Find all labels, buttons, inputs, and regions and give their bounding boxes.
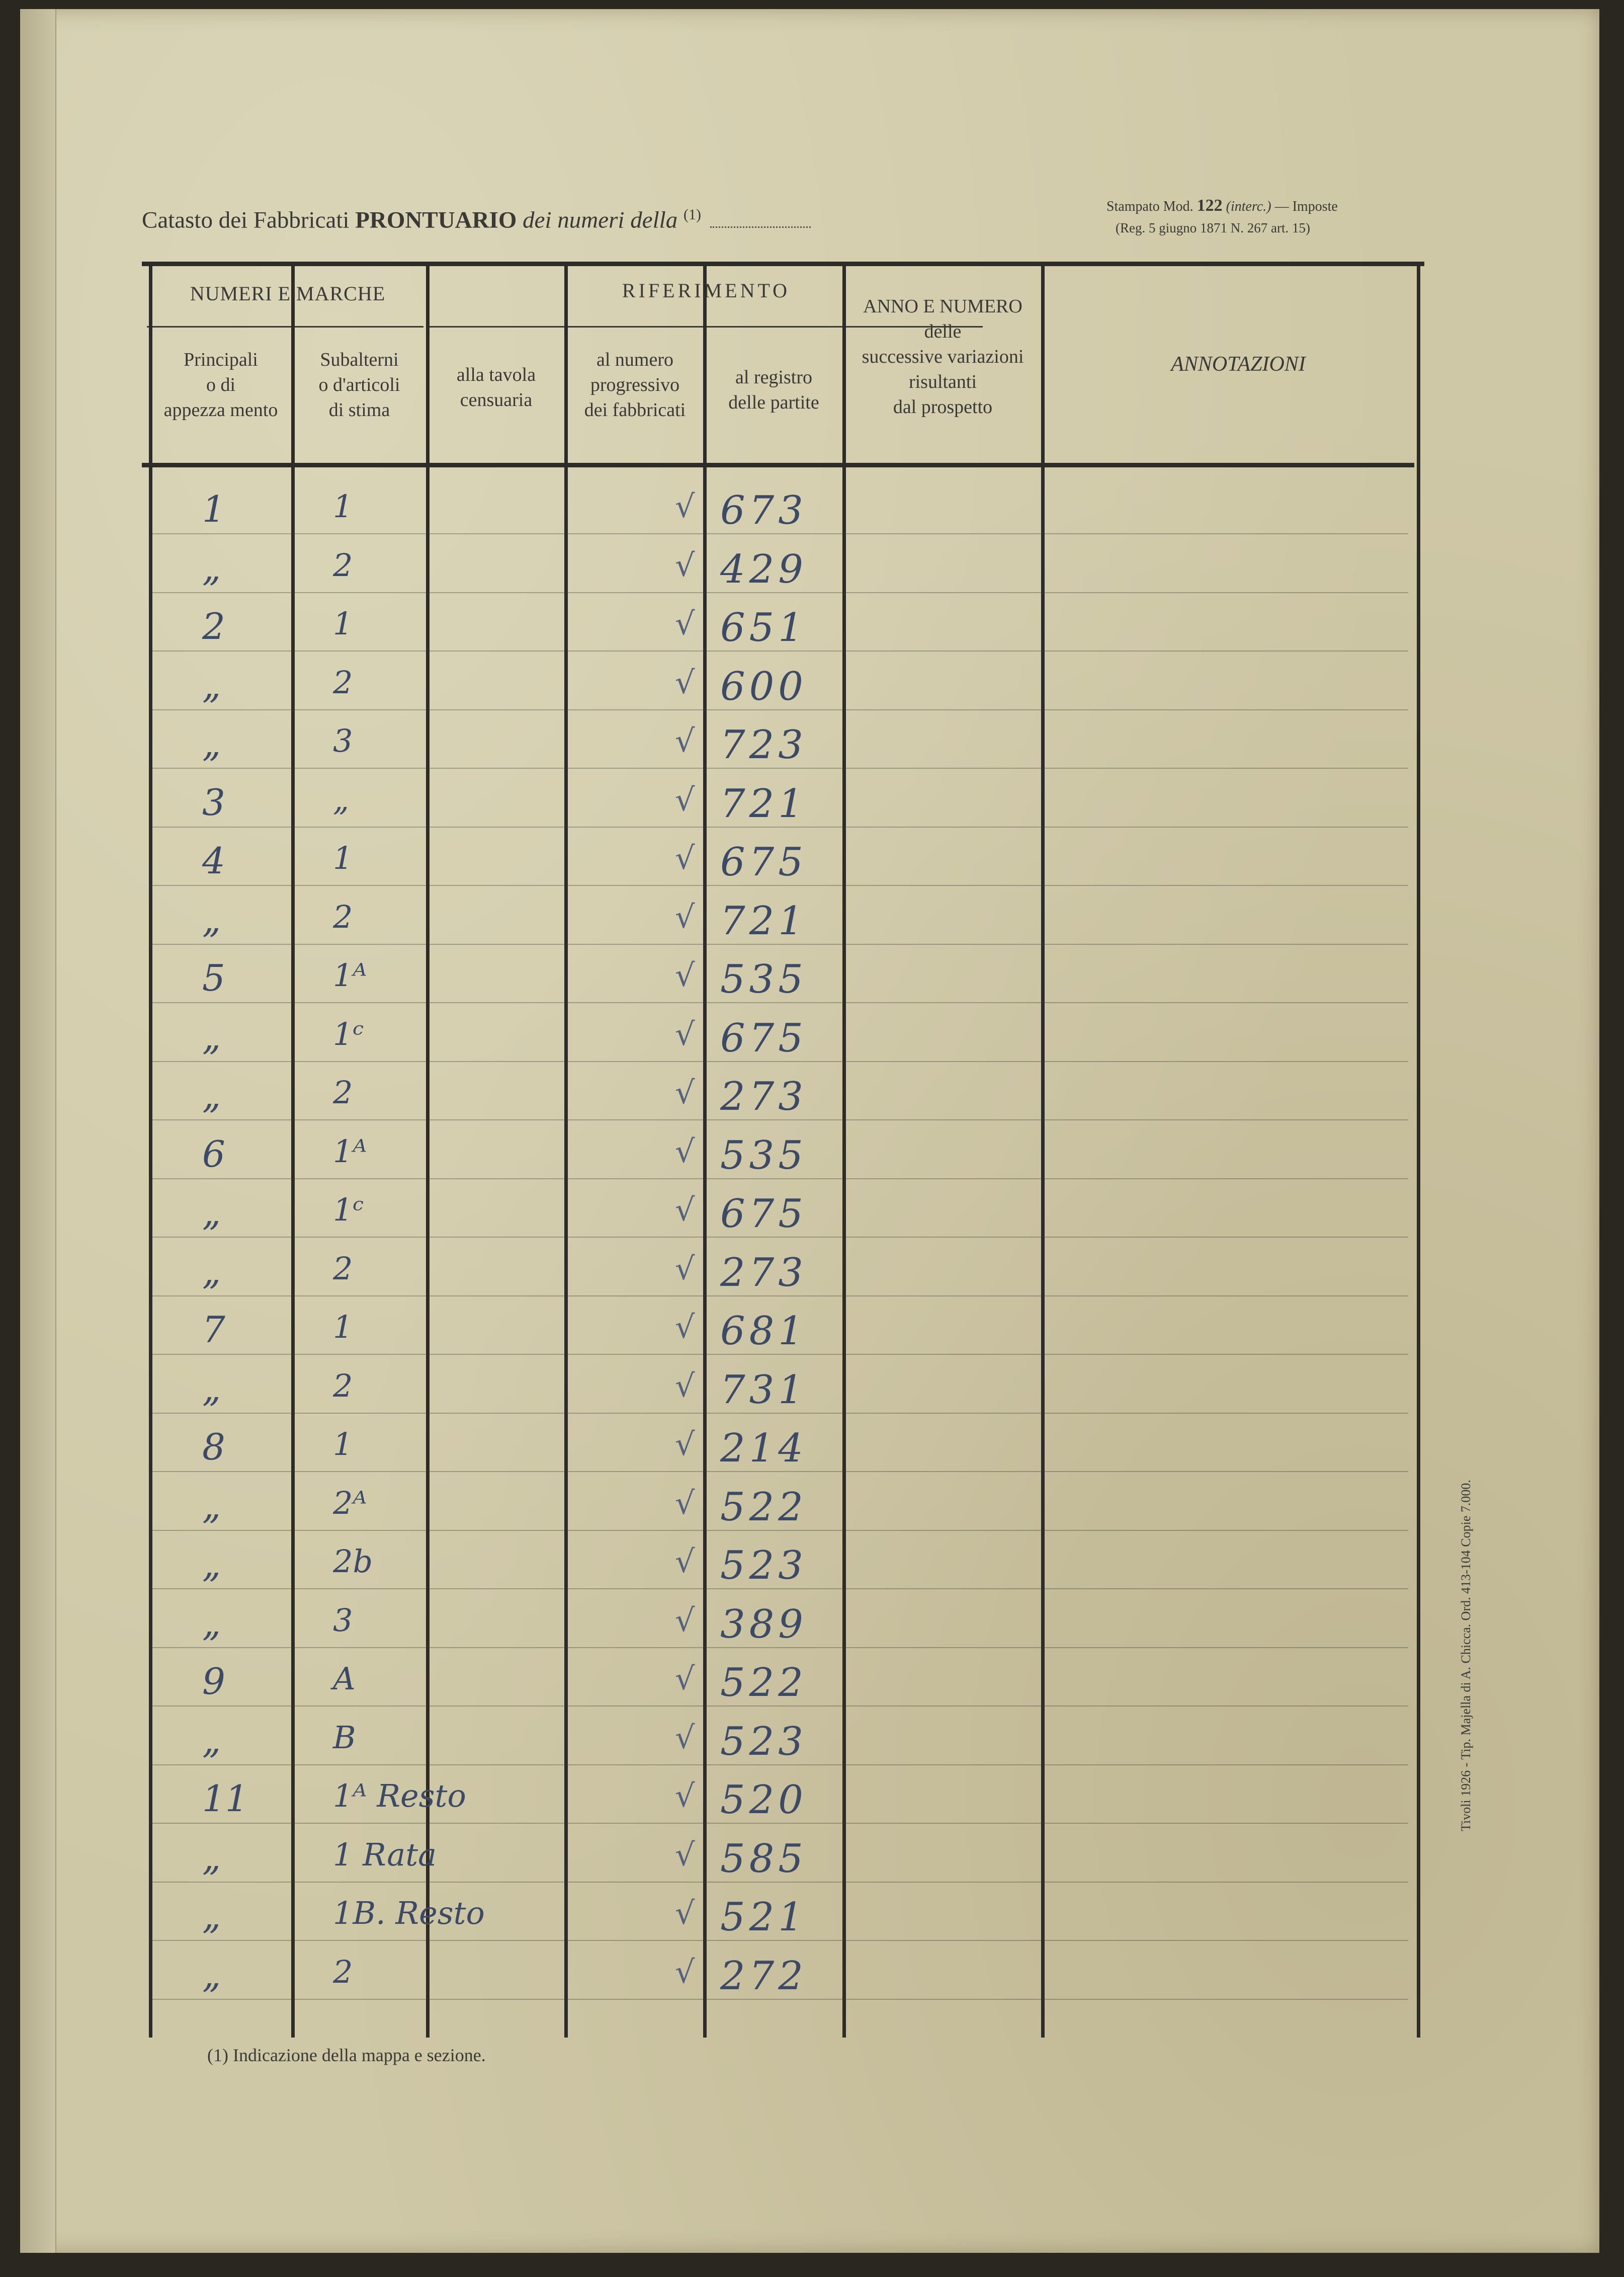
row-principale: „ [202, 722, 221, 765]
col-rule [1417, 262, 1420, 2038]
row-registro: 585 [720, 1836, 807, 1882]
col-subalterni [295, 347, 423, 423]
col-text: delle partite [728, 392, 819, 413]
row-check-mark: √ [675, 781, 695, 818]
row-subalterno: 2 [333, 1250, 353, 1287]
row-rule [151, 827, 1408, 828]
row-principale: „ [202, 1484, 221, 1527]
col-rule [1041, 262, 1045, 2038]
row-rule [151, 1823, 1408, 1824]
row-subalterno: 1 [333, 1309, 353, 1345]
col-anno-numero [846, 294, 1040, 420]
group1-underline [147, 326, 423, 328]
row-registro: 535 [720, 957, 807, 1002]
row-subalterno: 2 [333, 546, 353, 584]
row-registro: 522 [720, 1660, 807, 1705]
row-registro: 520 [720, 1777, 807, 1823]
row-principale: „ [202, 546, 221, 589]
row-rule [151, 944, 1408, 945]
prontuario-table [142, 262, 1424, 2038]
col-principali [153, 347, 289, 423]
col-rule [426, 262, 430, 2038]
group-riferimento: RIFERIMENTO [622, 279, 791, 302]
row-principale: 1 [202, 488, 225, 530]
row-rule [151, 650, 1408, 652]
row-rule [151, 1940, 1408, 1941]
row-subalterno: B [333, 1719, 356, 1756]
row-principale: „ [202, 1895, 221, 1937]
row-check-mark: √ [675, 1836, 695, 1873]
row-rule [151, 1295, 1408, 1296]
row-check-mark: √ [675, 1719, 695, 1756]
col-text: dei fabbricati [584, 399, 686, 421]
row-rule [151, 1647, 1408, 1648]
row-check-mark: √ [675, 1132, 695, 1170]
title-bold: PRONTUARIO [355, 207, 517, 233]
title-fill-line [710, 226, 811, 228]
row-subalterno: 1ᶜ [333, 1191, 364, 1228]
row-registro: 522 [720, 1484, 807, 1530]
row-check-mark: √ [675, 1074, 695, 1111]
row-registro: 429 [720, 546, 807, 592]
group-numeri-marche: NUMERI E MARCHE [190, 282, 386, 305]
row-check-mark: √ [675, 1660, 695, 1697]
row-check-mark: √ [675, 1543, 695, 1580]
col-text: risultanti [908, 371, 977, 392]
row-check-mark: √ [675, 1367, 695, 1404]
col-text: censuaria [460, 389, 533, 411]
row-check-mark: √ [675, 1250, 695, 1287]
row-registro: 273 [720, 1250, 807, 1295]
col-text: alla tavola [456, 364, 536, 385]
row-principale: „ [202, 898, 221, 941]
row-rule [151, 1999, 1408, 2000]
row-principale: 6 [202, 1132, 225, 1175]
row-rule [151, 1764, 1408, 1765]
col-text: Principali [184, 349, 258, 370]
row-rule [151, 768, 1408, 769]
row-subalterno: 2 [333, 1953, 353, 1990]
row-registro: 675 [720, 840, 807, 885]
row-rule [151, 709, 1408, 710]
col-text: Subalterni [320, 349, 399, 370]
row-registro: 523 [720, 1719, 807, 1764]
row-principale: 9 [202, 1660, 225, 1702]
row-subalterno: 1 [333, 1426, 353, 1462]
row-registro: 273 [720, 1074, 807, 1119]
row-registro: 651 [720, 605, 807, 650]
row-check-mark: √ [675, 1191, 695, 1228]
col-tavola [430, 362, 563, 413]
row-rule [151, 1178, 1408, 1179]
col-rule [291, 262, 295, 2038]
col-numero [568, 347, 702, 423]
col-rule [842, 262, 846, 2038]
title-italic: dei numeri della [523, 207, 678, 233]
table-header-border [142, 463, 1414, 467]
row-rule [151, 1354, 1408, 1355]
row-rule [151, 885, 1408, 886]
row-rule [151, 1705, 1408, 1706]
footnote: (1) Indicazione della mappa e sezione. [207, 2045, 486, 2065]
row-check-mark: √ [675, 605, 695, 642]
row-subalterno: 1ᴬ [333, 1132, 367, 1170]
stamp-line-1 [1106, 196, 1338, 215]
stamp-imposte: — Imposte [1274, 199, 1338, 214]
col-text: dal prospetto [893, 396, 993, 418]
table-top-border [142, 262, 1424, 266]
row-registro: 675 [720, 1191, 807, 1237]
row-registro: 272 [720, 1953, 807, 1999]
row-check-mark: √ [675, 488, 695, 525]
row-registro: 673 [720, 488, 807, 533]
row-subalterno: 1ᴬ Resto [333, 1777, 466, 1814]
row-principale: 3 [202, 781, 225, 824]
row-check-mark: √ [675, 957, 695, 994]
row-rule [151, 1237, 1408, 1238]
form-title [142, 206, 811, 234]
col-text: o d'articoli [318, 374, 400, 395]
row-principale: „ [202, 1074, 221, 1116]
row-subalterno: 2 [333, 1074, 353, 1111]
row-check-mark: √ [675, 840, 695, 876]
row-rule [151, 533, 1408, 534]
col-text: o di [206, 374, 236, 395]
row-registro: 214 [720, 1426, 807, 1471]
row-check-mark: √ [675, 1426, 695, 1462]
col-rule [149, 262, 152, 2038]
row-principale: 11 [202, 1777, 248, 1820]
row-subalterno: 2b [333, 1543, 373, 1580]
stamp-line-2: (Reg. 5 giugno 1871 N. 267 art. 15) [1116, 220, 1310, 235]
col-text: successive variazioni [862, 346, 1024, 367]
col-text: al numero [596, 349, 673, 370]
row-registro: 731 [720, 1367, 807, 1413]
row-principale: „ [202, 664, 221, 706]
col-text: delle [924, 321, 962, 342]
binding-edge [20, 9, 56, 2253]
row-rule [151, 1061, 1408, 1062]
col-registro [707, 365, 840, 415]
row-principale: 4 [202, 840, 225, 882]
row-check-mark: √ [675, 1777, 695, 1814]
row-subalterno: 1ᴬ [333, 957, 367, 994]
row-registro: 675 [720, 1015, 807, 1061]
row-check-mark: √ [675, 664, 695, 701]
row-principale: „ [202, 1543, 221, 1585]
row-rule [151, 1471, 1408, 1472]
row-subalterno: 2 [333, 1367, 353, 1404]
row-rule [151, 1413, 1408, 1414]
row-check-mark: √ [675, 1953, 695, 1990]
row-principale: „ [202, 1719, 221, 1761]
row-check-mark: √ [675, 1484, 695, 1521]
row-rule [151, 1530, 1408, 1531]
row-principale: „ [202, 1250, 221, 1292]
row-principale: „ [202, 1601, 221, 1644]
row-subalterno: 1 [333, 488, 353, 525]
row-registro: 521 [720, 1895, 807, 1940]
col-text: al registro [735, 367, 812, 388]
row-subalterno: 1 Rata [333, 1836, 437, 1873]
row-principale: 8 [202, 1426, 225, 1468]
row-rule [151, 1002, 1408, 1003]
row-check-mark: √ [675, 1309, 695, 1345]
row-check-mark: √ [675, 1895, 695, 1931]
stamp-text: Stampato Mod. [1106, 199, 1193, 214]
row-principale: „ [202, 1953, 221, 1996]
row-registro: 535 [720, 1132, 807, 1178]
col-text: ANNO E NUMERO [863, 296, 1022, 317]
row-rule [151, 1119, 1408, 1120]
row-registro: 681 [720, 1309, 807, 1354]
row-check-mark: √ [675, 1601, 695, 1639]
row-check-mark: √ [675, 546, 695, 584]
stamp-interc: (interc.) [1226, 199, 1271, 214]
printer-imprint: Tivoli 1926 - Tip. Majella di A. Chicca. Ord. 413-104 Copie 7.000. [1459, 1480, 1473, 1831]
row-registro: 389 [720, 1601, 807, 1647]
row-subalterno: 3 [333, 1601, 353, 1639]
row-registro: 721 [720, 781, 807, 827]
row-principale: „ [202, 1836, 221, 1879]
row-subalterno: 3 [333, 722, 353, 759]
col-rule [564, 262, 568, 2038]
row-principale: „ [202, 1015, 221, 1058]
row-registro: 721 [720, 898, 807, 944]
row-subalterno: 2 [333, 898, 353, 935]
row-principale: „ [202, 1367, 221, 1410]
row-subalterno: 1 [333, 840, 353, 876]
row-subalterno: 1B. Resto [333, 1895, 485, 1931]
row-principale: 7 [202, 1309, 225, 1351]
col-text: progressivo [590, 374, 680, 395]
row-check-mark: √ [675, 898, 695, 935]
col-text: di stima [328, 399, 390, 421]
title-footnote-mark: (1) [683, 206, 701, 223]
col-rule [703, 262, 707, 2038]
row-check-mark: √ [675, 1015, 695, 1052]
row-subalterno: 1ᶜ [333, 1015, 364, 1052]
col-text: appezza mento [163, 399, 278, 421]
row-rule [151, 1588, 1408, 1589]
row-subalterno: 1 [333, 605, 353, 642]
row-registro: 523 [720, 1543, 807, 1588]
row-subalterno: 2 [333, 664, 353, 701]
title-prefix: Catasto dei Fabbricati [142, 207, 350, 233]
col-annotazioni: ANNOTAZIONI [1171, 353, 1306, 376]
row-subalterno: 2ᴬ [333, 1484, 367, 1521]
row-check-mark: √ [675, 722, 695, 759]
row-principale: 5 [202, 957, 225, 999]
row-principale: 2 [202, 605, 225, 647]
row-registro: 723 [720, 722, 807, 768]
row-subalterno: „ [333, 781, 350, 818]
row-registro: 600 [720, 664, 807, 709]
row-subalterno: A [333, 1660, 356, 1697]
row-rule [151, 592, 1408, 593]
row-principale: „ [202, 1191, 221, 1234]
stamp-model-number: 122 [1196, 196, 1223, 215]
row-rule [151, 1882, 1408, 1883]
